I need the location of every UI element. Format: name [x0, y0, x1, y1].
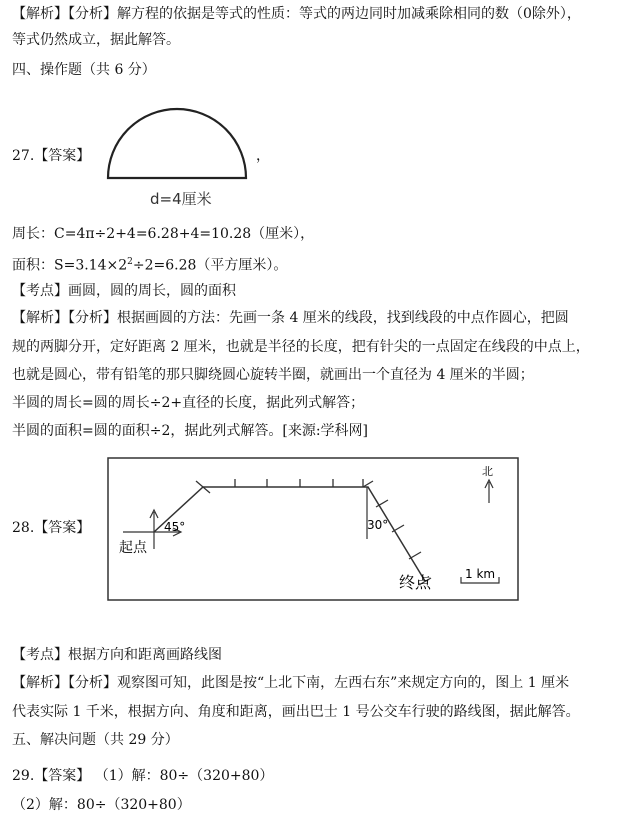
scale-label: 1 km [465, 567, 496, 581]
analysis-27-line-2: 规的两脚分开，定好距离 2 厘米，也就是半径的长度，把有针尖的一点固定在线段的中点上， [12, 339, 590, 355]
angle-label-45: 45° [164, 520, 186, 534]
end-label: 终点 [399, 573, 432, 592]
q27-comma: ， [256, 148, 270, 164]
perimeter-line: 周长：C=4π÷2+4=6.28+4=10.28（厘米）， [12, 226, 315, 242]
kaodian-27: 【考点】画圆，圆的周长，圆的面积 [12, 283, 236, 299]
analysis-27-line-3: 也就是圆心，带有铅笔的那只脚绕圆心旋转半圈，就画出一个直径为 4 厘米的半圆； [12, 367, 534, 383]
semicircle-figure [100, 100, 260, 184]
start-label: 起点 [119, 540, 147, 556]
section-4-heading: 四、操作题（共 6 分） [12, 62, 156, 78]
kaodian-28: 【考点】根据方向和距离画路线图 [12, 647, 222, 663]
analysis-line-1: 【解析】【分析】解方程的依据是等式的性质：等式的两边同时加减乘除相同的数（0除外）， [12, 6, 581, 22]
area-line: 面积：$S=3.14\times 2^2\div 2=6.28$（平方厘米）。 [12, 257, 288, 274]
analysis-28-line-1: 【解析】【分析】观察图可知，此图是按“上北下南，左西右东”来规定方向的，图上 1 厘米 [12, 675, 570, 691]
angle-label-30: 30° [367, 518, 389, 532]
route-map [107, 457, 519, 603]
north-label: 北 [482, 465, 493, 478]
semicircle-caption: d=4厘米 [150, 190, 212, 208]
analysis-27-line-4: 半圆的周长=圆的周长÷2+直径的长度，据此列式解答； [12, 395, 365, 411]
semicircle-shape [108, 109, 246, 178]
analysis-line-2: 等式仍然成立，据此解答。 [12, 32, 180, 48]
q28-label: 28.【答案】 [12, 520, 91, 536]
analysis-27-line-5: 半圆的面积=圆的面积÷2，据此列式解答。[来源:学科网] [12, 423, 369, 439]
section-5-heading: 五、解决问题（共 29 分） [12, 732, 179, 748]
analysis-27-line-1: 【解析】【分析】根据画圆的方法：先画一条 4 厘米的线段，找到线段的中点作圆心，把圆 [12, 310, 569, 326]
q29-part-2: （2）解：80÷（320+80） [12, 797, 191, 813]
q29-part-1: 29.【答案】 （1）解：80÷（320+80） [12, 768, 274, 784]
analysis-28-line-2: 代表实际 1 千米，根据方向、角度和距离，画出巴士 1 号公交车行驶的路线图，据此解答。 [12, 704, 580, 720]
q27-label: 27.【答案】 [12, 148, 91, 164]
